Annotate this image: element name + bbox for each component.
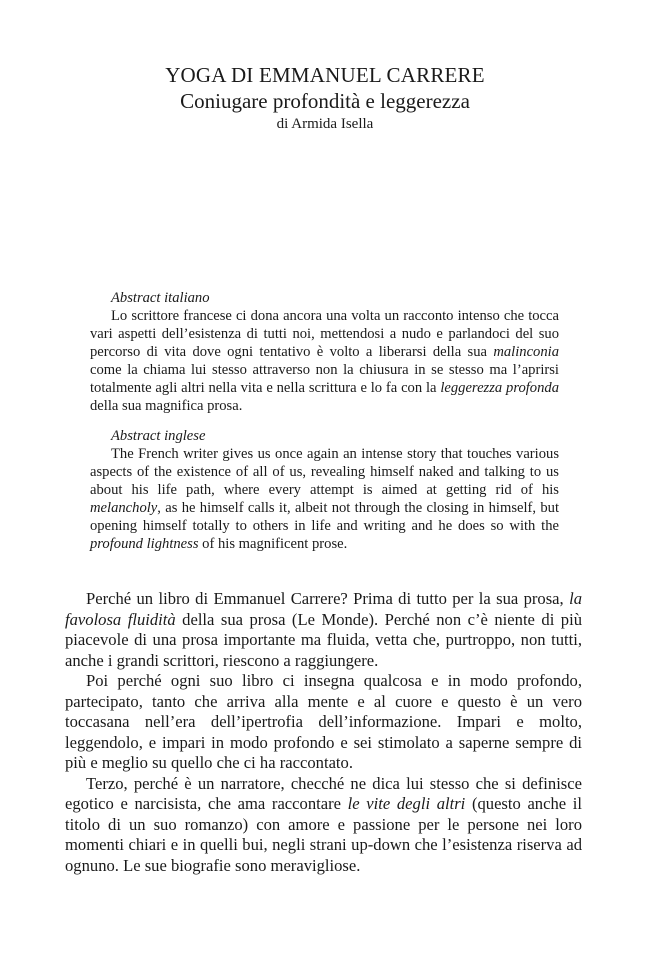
abstract-italian-heading: Abstract italiano (111, 290, 210, 306)
abstract-english-emphasis: profound lightness (90, 536, 199, 552)
article-body (65, 589, 582, 876)
body-text: (questo anche il titolo di un suo romanzo) con amore e passione per le persone nei loro momenti chiari e in quelli bui, negli strani up-down che l’esistenza riserva ad ognuno. Le sue biografie sono meravigliose. (65, 794, 582, 875)
body-text: della sua prosa (Le Monde). Perché non c’è niente di più piacevole di una prosa importante ma fluida, vetta che, purtroppo, non tutti, anche i grandi scrittori, riescono a raggiungere. (65, 609, 582, 670)
abstract-italian-emphasis: leggerezza profonda (440, 380, 559, 396)
abstract-italian-emphasis: malinconia (493, 344, 559, 360)
abstract-english-text: of his magnificent prose. (198, 536, 348, 552)
article-title: YOGA DI EMMANUEL CARRERE (165, 63, 485, 87)
abstract-english-body (90, 445, 559, 553)
article-subtitle: Coniugare profondità e leggerezza (180, 89, 470, 113)
body-paragraph: Poi perché ogni suo libro ci insegna qualcosa e in modo profondo, partecipato, tanto che arriva alla mente e al cuore e questo è un vero toccasana nell’era dell’ipertrofia dell’informazione. Impari e molto, leggendolo, e impari in modo profondo e sei stimolato a saperne sempre di più e meglio su quello che ci ha raccontato. (65, 671, 582, 772)
abstract-italian-body (90, 307, 559, 415)
body-emphasis: la favolosa fluidità (65, 589, 582, 629)
body-text: Terzo, perché è un narratore, checché ne dica lui stesso che si definisce egotico e narcisista, che ama raccontare (65, 773, 582, 813)
abstract-english-text: The French writer gives us once again an intense story that touches various aspects of the existence of all of us, revealing himself naked and talking to us about his life path, where every attempt is aimed at getting rid of his (90, 446, 559, 498)
abstract-english-text: , as he himself calls it, albeit not through the closing in himself, but opening himself totally to others in life and writing and he does so with the (90, 500, 559, 534)
abstract-english-emphasis: melancholy (90, 500, 158, 516)
body-paragraph (65, 589, 582, 671)
body-text: Perché un libro di Emmanuel Carrere? Prima di tutto per la sua prosa, (86, 589, 570, 608)
abstract-english-heading: Abstract inglese (111, 428, 206, 444)
abstract-english (90, 427, 559, 553)
body-emphasis: le vite degli altri (347, 794, 466, 813)
abstract-italian-text: Lo scrittore francese ci dona ancora una volta un racconto intenso che tocca vari aspetti dell’esistenza di tutti noi, mettendosi a nudo e parlandoci del suo percorso di vita dove ogni tentativo è volto a liberarsi della sua (90, 308, 559, 360)
body-paragraph (65, 774, 582, 877)
abstract-italian-text: come la chiama lui stesso attraverso non la chiusura in se stesso ma l’aprirsi totalmente agli altri nella vita e nella scrittura e lo fa con la (90, 362, 559, 396)
article-author: di Armida Isella (276, 116, 374, 132)
abstract-italian-text: della sua magnifica prosa. (90, 398, 243, 414)
abstract-italian (90, 289, 559, 415)
